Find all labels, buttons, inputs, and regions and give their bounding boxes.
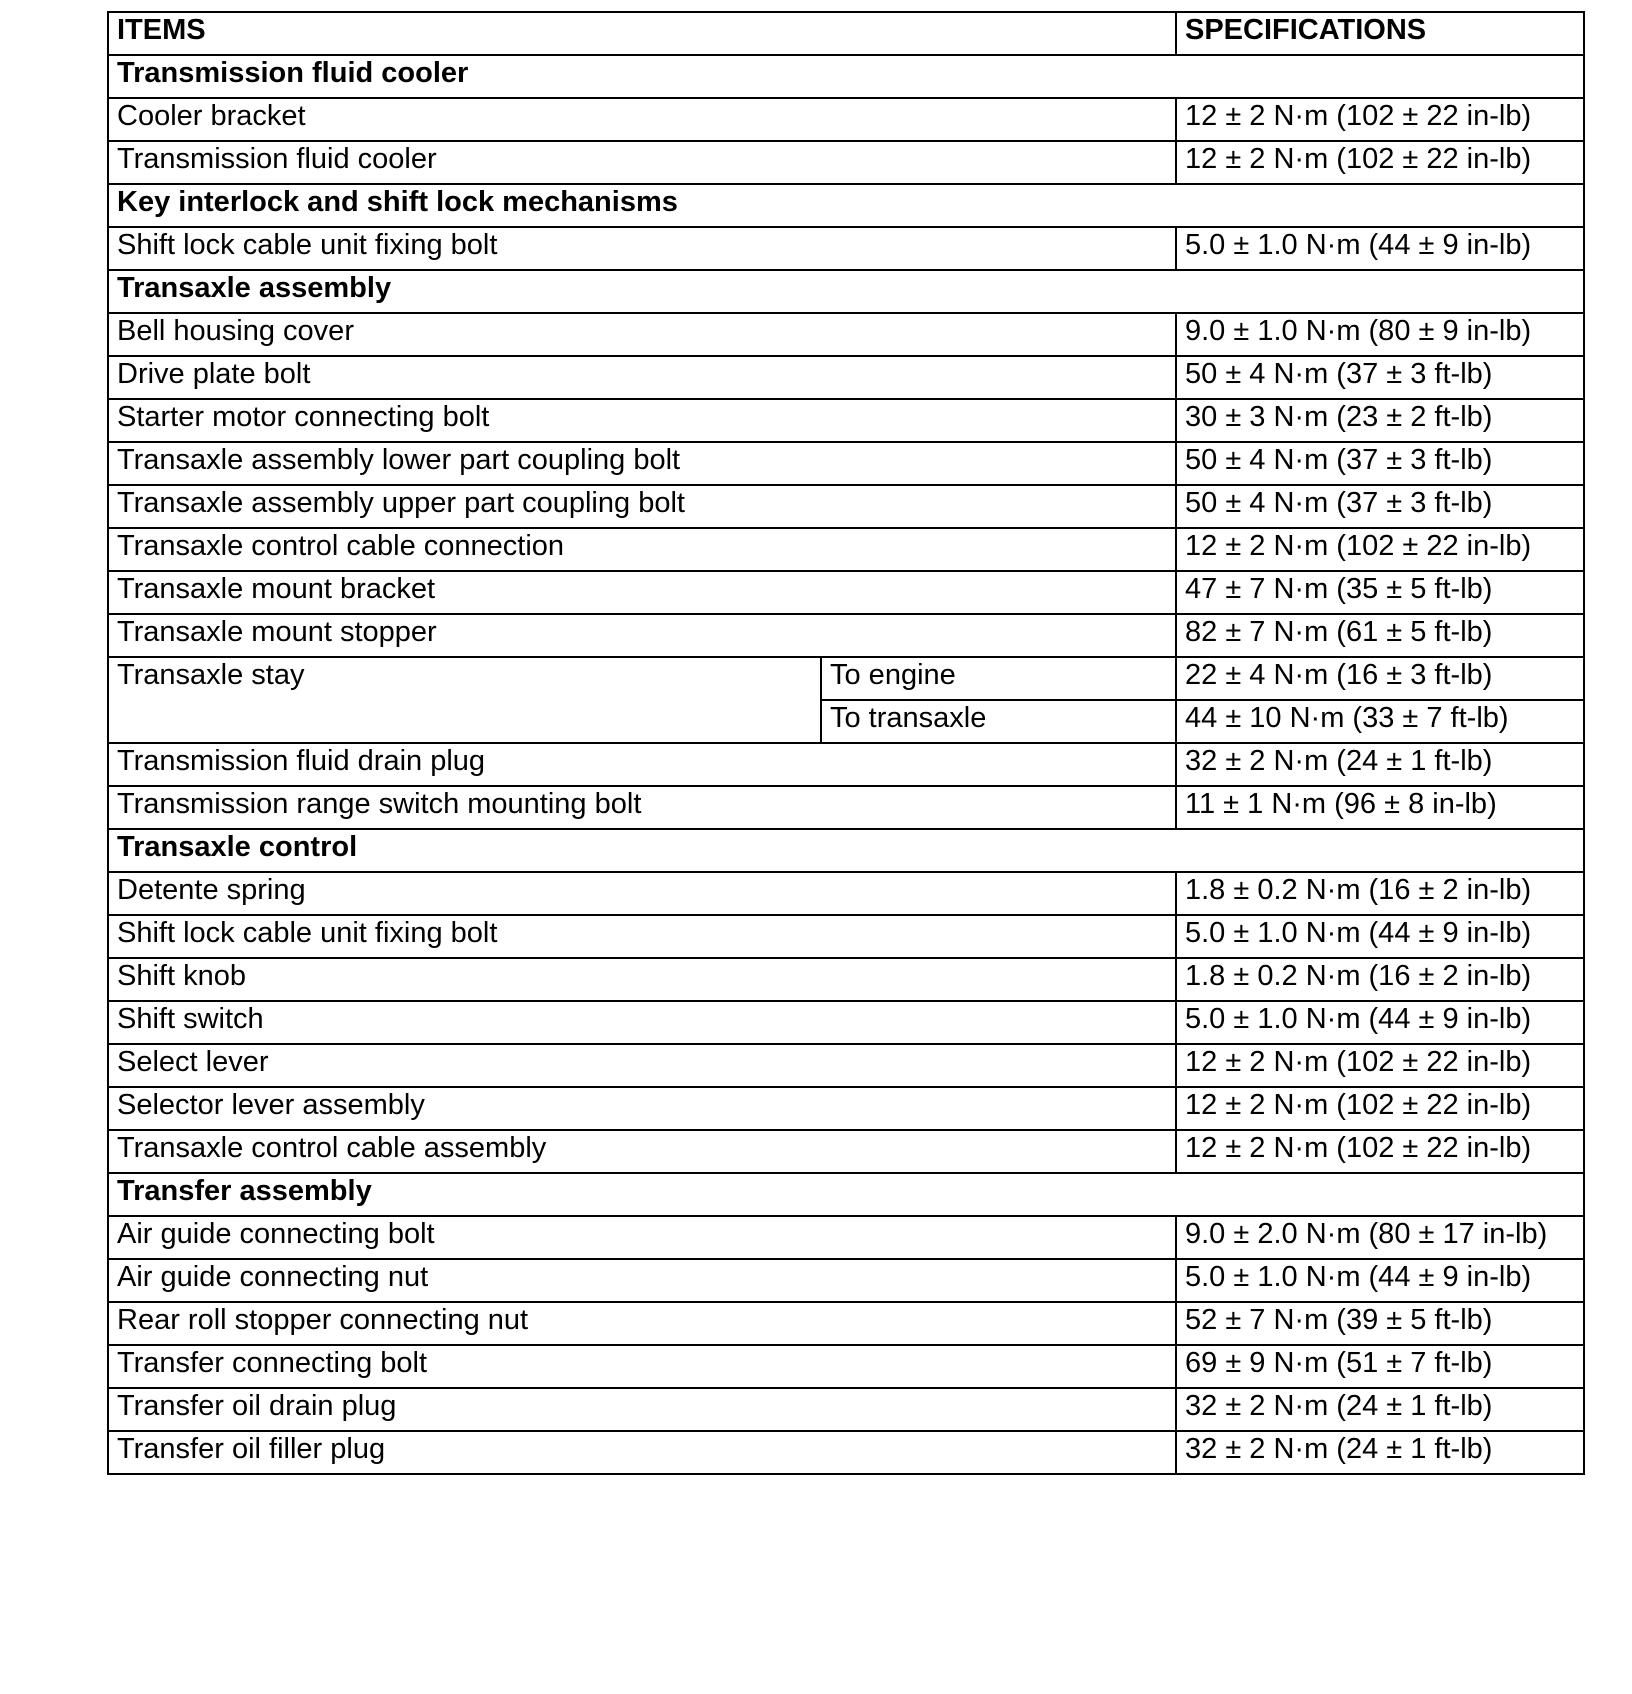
item-name: Transaxle mount bracket — [108, 571, 1176, 614]
table-row — [108, 1388, 1584, 1431]
item-name: Transaxle stay — [108, 657, 821, 743]
table-row — [108, 1259, 1584, 1302]
item-subcondition: To engine — [821, 657, 1176, 700]
section-heading: Transaxle assembly — [108, 270, 1584, 313]
table-row — [108, 1431, 1584, 1474]
table-row — [108, 1044, 1584, 1087]
section-row — [108, 1173, 1584, 1216]
item-name: Transaxle control cable connection — [108, 528, 1176, 571]
table-row — [108, 1216, 1584, 1259]
torque-spec-table — [107, 11, 1585, 1475]
item-spec: 12 ± 2 N·m (102 ± 22 in-lb) — [1176, 1044, 1584, 1087]
table-row — [108, 141, 1584, 184]
item-name: Drive plate bolt — [108, 356, 1176, 399]
item-spec: 69 ± 9 N·m (51 ± 7 ft-lb) — [1176, 1345, 1584, 1388]
item-spec: 82 ± 7 N·m (61 ± 5 ft-lb) — [1176, 614, 1584, 657]
item-name: Shift lock cable unit fixing bolt — [108, 227, 1176, 270]
item-spec: 50 ± 4 N·m (37 ± 3 ft-lb) — [1176, 356, 1584, 399]
item-spec: 5.0 ± 1.0 N·m (44 ± 9 in-lb) — [1176, 1259, 1584, 1302]
item-name: Rear roll stopper connecting nut — [108, 1302, 1176, 1345]
item-spec: 12 ± 2 N·m (102 ± 22 in-lb) — [1176, 98, 1584, 141]
item-name: Shift knob — [108, 958, 1176, 1001]
item-name: Transfer oil drain plug — [108, 1388, 1176, 1431]
specifications-column-header: SPECIFICATIONS — [1176, 12, 1584, 55]
item-name: Cooler bracket — [108, 98, 1176, 141]
section-heading: Transaxle control — [108, 829, 1584, 872]
table-row — [108, 743, 1584, 786]
item-spec: 32 ± 2 N·m (24 ± 1 ft-lb) — [1176, 1388, 1584, 1431]
section-row — [108, 829, 1584, 872]
table-row — [108, 485, 1584, 528]
item-name: Starter motor connecting bolt — [108, 399, 1176, 442]
table-row — [108, 786, 1584, 829]
item-spec: 47 ± 7 N·m (35 ± 5 ft-lb) — [1176, 571, 1584, 614]
item-spec: 50 ± 4 N·m (37 ± 3 ft-lb) — [1176, 442, 1584, 485]
section-heading: Transfer assembly — [108, 1173, 1584, 1216]
table-row — [108, 915, 1584, 958]
section-row — [108, 184, 1584, 227]
item-spec: 1.8 ± 0.2 N·m (16 ± 2 in-lb) — [1176, 872, 1584, 915]
item-name: Air guide connecting bolt — [108, 1216, 1176, 1259]
section-row — [108, 55, 1584, 98]
item-name: Transfer oil filler plug — [108, 1431, 1176, 1474]
item-spec: 12 ± 2 N·m (102 ± 22 in-lb) — [1176, 141, 1584, 184]
table-row — [108, 98, 1584, 141]
spec-table-body — [108, 12, 1584, 1474]
item-name: Transfer connecting bolt — [108, 1345, 1176, 1388]
section-heading: Key interlock and shift lock mechanisms — [108, 184, 1584, 227]
items-column-header: ITEMS — [108, 12, 1176, 55]
section-row — [108, 270, 1584, 313]
table-row — [108, 614, 1584, 657]
item-spec: 12 ± 2 N·m (102 ± 22 in-lb) — [1176, 528, 1584, 571]
table-row — [108, 356, 1584, 399]
item-spec: 50 ± 4 N·m (37 ± 3 ft-lb) — [1176, 485, 1584, 528]
table-row — [108, 227, 1584, 270]
table-row — [108, 1302, 1584, 1345]
item-name: Transaxle assembly upper part coupling bolt — [108, 485, 1176, 528]
item-spec: 5.0 ± 1.0 N·m (44 ± 9 in-lb) — [1176, 1001, 1584, 1044]
table-row — [108, 1345, 1584, 1388]
section-heading: Transmission fluid cooler — [108, 55, 1584, 98]
item-name: Select lever — [108, 1044, 1176, 1087]
table-header-row — [108, 12, 1584, 55]
item-spec: 32 ± 2 N·m (24 ± 1 ft-lb) — [1176, 743, 1584, 786]
item-name: Transaxle control cable assembly — [108, 1130, 1176, 1173]
item-name: Shift lock cable unit fixing bolt — [108, 915, 1176, 958]
item-spec: 12 ± 2 N·m (102 ± 22 in-lb) — [1176, 1087, 1584, 1130]
item-spec: 52 ± 7 N·m (39 ± 5 ft-lb) — [1176, 1302, 1584, 1345]
item-spec: 44 ± 10 N·m (33 ± 7 ft-lb) — [1176, 700, 1584, 743]
item-spec: 22 ± 4 N·m (16 ± 3 ft-lb) — [1176, 657, 1584, 700]
item-name: Transmission range switch mounting bolt — [108, 786, 1176, 829]
table-row — [108, 399, 1584, 442]
item-name: Detente spring — [108, 872, 1176, 915]
item-spec: 12 ± 2 N·m (102 ± 22 in-lb) — [1176, 1130, 1584, 1173]
item-name: Transmission fluid cooler — [108, 141, 1176, 184]
item-name: Bell housing cover — [108, 313, 1176, 356]
item-spec: 30 ± 3 N·m (23 ± 2 ft-lb) — [1176, 399, 1584, 442]
table-row — [108, 313, 1584, 356]
table-row — [108, 442, 1584, 485]
item-name: Transaxle assembly lower part coupling bolt — [108, 442, 1176, 485]
item-spec: 1.8 ± 0.2 N·m (16 ± 2 in-lb) — [1176, 958, 1584, 1001]
item-spec: 9.0 ± 1.0 N·m (80 ± 9 in-lb) — [1176, 313, 1584, 356]
item-spec: 9.0 ± 2.0 N·m (80 ± 17 in-lb) — [1176, 1216, 1584, 1259]
table-row — [108, 872, 1584, 915]
item-subcondition: To transaxle — [821, 700, 1176, 743]
table-row — [108, 528, 1584, 571]
item-spec: 32 ± 2 N·m (24 ± 1 ft-lb) — [1176, 1431, 1584, 1474]
item-name: Transaxle mount stopper — [108, 614, 1176, 657]
item-spec: 11 ± 1 N·m (96 ± 8 in-lb) — [1176, 786, 1584, 829]
item-spec: 5.0 ± 1.0 N·m (44 ± 9 in-lb) — [1176, 915, 1584, 958]
table-row — [108, 1001, 1584, 1044]
item-spec: 5.0 ± 1.0 N·m (44 ± 9 in-lb) — [1176, 227, 1584, 270]
table-row — [108, 958, 1584, 1001]
table-row — [108, 657, 1584, 700]
item-name: Shift switch — [108, 1001, 1176, 1044]
table-row — [108, 571, 1584, 614]
item-name: Selector lever assembly — [108, 1087, 1176, 1130]
item-name: Transmission fluid drain plug — [108, 743, 1176, 786]
table-row — [108, 1130, 1584, 1173]
table-row — [108, 1087, 1584, 1130]
item-name: Air guide connecting nut — [108, 1259, 1176, 1302]
